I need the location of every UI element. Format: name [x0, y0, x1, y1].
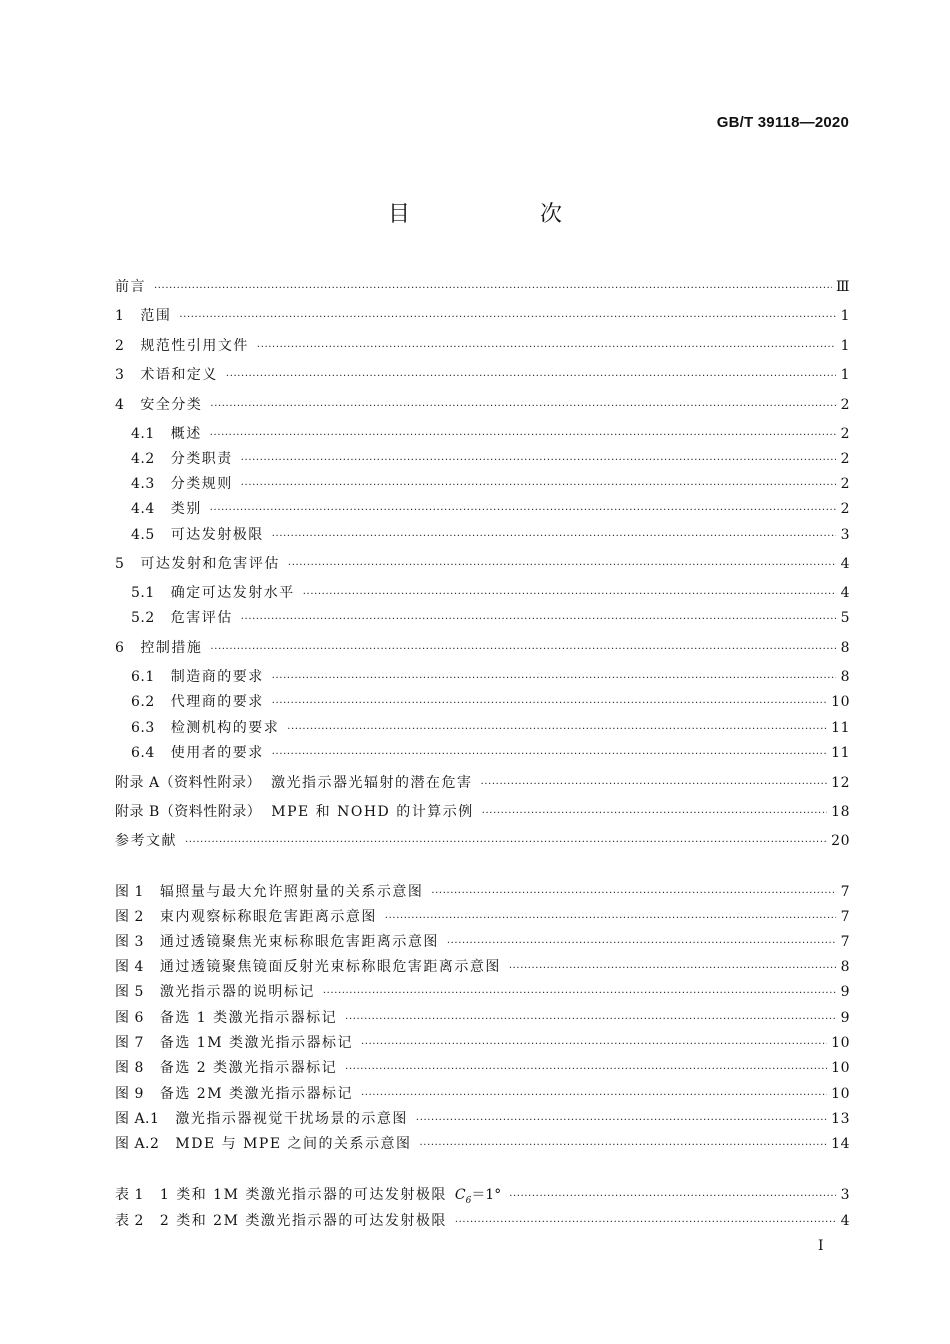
- figure-number: 图 1: [115, 884, 144, 900]
- figure-entry-8[interactable]: [115, 1059, 850, 1079]
- figure-number: 图 6: [115, 1010, 144, 1026]
- dot-leader: [345, 1009, 836, 1029]
- table-entry-1[interactable]: [115, 1186, 850, 1210]
- entry-number: 6.1: [131, 669, 155, 685]
- table-formula: [455, 1186, 501, 1210]
- figure-number: 图 8: [115, 1060, 144, 1076]
- figure-page: 7: [840, 909, 850, 925]
- table-title: 1 类和 1M 类激光指示器的可达发射极限: [159, 1187, 447, 1203]
- entry-title: 危害评估: [170, 610, 233, 626]
- figure-entry-a2[interactable]: [115, 1135, 850, 1155]
- figure-entry-2[interactable]: [115, 908, 850, 928]
- entry-page: 20: [831, 833, 850, 849]
- toc-entry-3[interactable]: [115, 366, 850, 386]
- toc-entry-4-1[interactable]: [131, 425, 850, 445]
- dot-leader: [288, 555, 836, 575]
- figure-entry-4[interactable]: [115, 958, 850, 978]
- figure-number: 图 A.2: [115, 1136, 160, 1152]
- dot-leader: [226, 366, 836, 386]
- toc-entry-4[interactable]: [115, 396, 850, 416]
- toc-entry-4-2[interactable]: [131, 450, 850, 470]
- figure-page: 10: [831, 1086, 850, 1102]
- figure-entry-9[interactable]: [115, 1085, 850, 1105]
- toc-entry-5-2[interactable]: [131, 609, 850, 629]
- dot-leader: [345, 1059, 827, 1079]
- toc-entry-preface[interactable]: [115, 278, 850, 298]
- entry-title: 可达发射和危害评估: [140, 556, 280, 572]
- toc-entry-5[interactable]: [115, 555, 850, 575]
- entry-page: 2: [840, 397, 850, 413]
- dot-leader: [416, 1110, 827, 1130]
- entry-page: 18: [831, 804, 850, 820]
- dot-leader: [210, 500, 836, 520]
- entry-number: 6.4: [131, 745, 155, 761]
- entry-number: 附录 A（资料性附录）: [115, 775, 262, 791]
- figure-page: 7: [840, 934, 850, 950]
- dot-leader: [509, 958, 836, 978]
- entry-page: 2: [840, 426, 850, 442]
- dot-leader: [447, 933, 836, 953]
- dot-leader: [185, 832, 827, 852]
- dot-leader: [272, 693, 827, 713]
- formula-symbol: C: [454, 1187, 466, 1203]
- figure-page: 13: [831, 1111, 850, 1127]
- entry-page: 5: [840, 610, 850, 626]
- dot-leader: [455, 1212, 836, 1232]
- figure-title: 备选 2 类激光指示器标记: [159, 1060, 338, 1076]
- figure-page: 10: [831, 1060, 850, 1076]
- dot-leader: [482, 803, 827, 823]
- figure-title: 束内观察标称眼危害距离示意图: [159, 909, 377, 925]
- figure-number: 图 5: [115, 984, 144, 1000]
- dot-leader: [154, 278, 832, 298]
- formula-value: ＝1°: [471, 1187, 502, 1203]
- entry-page: 4: [840, 585, 850, 601]
- entry-title: 规范性引用文件: [140, 338, 249, 354]
- entry-title: 范围: [140, 308, 172, 324]
- figure-title: 备选 1 类激光指示器标记: [159, 1010, 338, 1026]
- entry-number: 5.2: [131, 610, 155, 626]
- entry-number: 4.1: [131, 426, 155, 442]
- figure-entry-1[interactable]: [115, 883, 850, 903]
- dot-leader: [210, 639, 836, 659]
- figure-title: 激光指示器视觉干扰场景的示意图: [175, 1111, 408, 1127]
- figure-title: 激光指示器的说明标记: [159, 984, 315, 1000]
- dot-leader: [241, 475, 836, 495]
- entry-number: 4.3: [131, 476, 155, 492]
- dot-leader: [210, 396, 836, 416]
- figure-entry-3[interactable]: [115, 933, 850, 953]
- entry-title: 制造商的要求: [170, 669, 264, 685]
- entry-page: 10: [831, 694, 850, 710]
- entry-title: MPE 和 NOHD 的计算示例: [271, 804, 474, 820]
- dot-leader: [361, 1034, 827, 1054]
- entry-page: 2: [840, 476, 850, 492]
- entry-title: 使用者的要求: [170, 745, 264, 761]
- toc-entry-4-5[interactable]: [131, 526, 850, 546]
- entry-number: 2: [115, 338, 125, 354]
- toc-entry-6[interactable]: [115, 639, 850, 659]
- dot-leader: [481, 774, 828, 794]
- dot-leader: [385, 908, 836, 928]
- entry-number: 4: [115, 397, 125, 413]
- entry-title: 术语和定义: [140, 367, 218, 383]
- toc-entry-5-1[interactable]: [131, 584, 850, 604]
- figure-title: 备选 2M 类激光指示器标记: [159, 1086, 354, 1102]
- figure-page: 7: [840, 884, 850, 900]
- entry-page: 3: [840, 527, 850, 543]
- entry-title: 可达发射极限: [170, 527, 264, 543]
- dot-leader: [272, 668, 836, 688]
- entry-number: 3: [115, 367, 125, 383]
- entry-page: Ⅲ: [835, 279, 850, 295]
- entry-title: 分类规则: [170, 476, 233, 492]
- figure-page: 14: [831, 1136, 850, 1152]
- entry-number: 6.3: [131, 720, 155, 736]
- figure-title: 辐照量与最大允许照射量的关系示意图: [159, 884, 424, 900]
- dot-leader: [210, 425, 836, 445]
- dot-leader: [241, 609, 836, 629]
- entry-title: 检测机构的要求: [170, 720, 280, 736]
- entry-title: 概述: [170, 426, 202, 442]
- entry-page: 1: [840, 338, 850, 354]
- dot-leader: [272, 744, 827, 764]
- figure-title: 通过透镜聚焦光束标称眼危害距离示意图: [159, 934, 439, 950]
- entry-title: 控制措施: [140, 640, 203, 656]
- formula-subscript: 6: [465, 1195, 472, 1206]
- figure-number: 图 9: [115, 1086, 144, 1102]
- entry-title: 前言: [115, 279, 146, 295]
- entry-title: 代理商的要求: [170, 694, 264, 710]
- table-page: 4: [840, 1213, 850, 1229]
- entry-number: 6.2: [131, 694, 155, 710]
- toc-entry-bibliography[interactable]: [115, 832, 850, 852]
- entry-page: 1: [840, 367, 850, 383]
- toc-entry-annex-b[interactable]: [115, 803, 850, 823]
- table-number: 表 2: [115, 1213, 144, 1229]
- entry-number: 5: [115, 556, 125, 572]
- figure-page: 10: [831, 1035, 850, 1051]
- figure-number: 图 7: [115, 1035, 144, 1051]
- footer-page-number: I: [818, 1238, 824, 1254]
- figure-title: 通过透镜聚焦镜面反射光束标称眼危害距离示意图: [159, 959, 501, 975]
- toc-entry-2[interactable]: [115, 337, 850, 357]
- figure-number: 图 A.1: [115, 1111, 160, 1127]
- entry-number: 5.1: [131, 585, 155, 601]
- entry-page: 12: [831, 775, 850, 791]
- dot-leader: [420, 1135, 828, 1155]
- toc-entry-4-3[interactable]: [131, 475, 850, 495]
- figure-number: 图 3: [115, 934, 144, 950]
- figure-entry-a1[interactable]: [115, 1110, 850, 1130]
- figure-entry-5[interactable]: [115, 983, 850, 1003]
- figure-entry-7[interactable]: [115, 1034, 850, 1054]
- figure-page: 8: [840, 959, 850, 975]
- dot-leader: [303, 584, 836, 604]
- entry-number: 4.2: [131, 451, 155, 467]
- entry-page: 11: [831, 745, 850, 761]
- entry-page: 8: [840, 669, 850, 685]
- toc-entry-4-4[interactable]: [131, 500, 850, 520]
- dot-leader: [509, 1186, 836, 1206]
- entry-page: 8: [840, 640, 850, 656]
- entry-title: 激光指示器光辐射的潜在危害: [271, 775, 473, 791]
- entry-title: 类别: [170, 501, 202, 517]
- entry-number: 4.5: [131, 527, 155, 543]
- figure-page: 9: [840, 984, 850, 1000]
- entry-page: 11: [831, 720, 850, 736]
- toc-entry-6-1[interactable]: [131, 668, 850, 688]
- dot-leader: [179, 307, 836, 327]
- toc-entry-6-3[interactable]: [131, 719, 850, 739]
- dot-leader: [287, 719, 827, 739]
- table-title: 2 类和 2M 类激光指示器的可达发射极限: [159, 1213, 447, 1229]
- toc-entry-6-2[interactable]: [131, 693, 850, 713]
- toc-entry-annex-a[interactable]: [115, 774, 850, 794]
- dot-leader: [361, 1085, 827, 1105]
- toc-entry-1[interactable]: [115, 307, 850, 327]
- toc-title: 目 次: [387, 202, 616, 227]
- table-page: 3: [840, 1187, 850, 1203]
- figure-title: MDE 与 MPE 之间的关系示意图: [175, 1136, 412, 1152]
- figure-number: 图 4: [115, 959, 144, 975]
- standard-number: GB/T 39118—2020: [716, 114, 849, 131]
- entry-title: 安全分类: [140, 397, 203, 413]
- entry-page: 4: [840, 556, 850, 572]
- entry-title: 参考文献: [115, 833, 177, 849]
- dot-leader: [272, 526, 836, 546]
- dot-leader: [257, 337, 836, 357]
- dot-leader: [241, 450, 836, 470]
- dot-leader: [431, 883, 836, 903]
- figure-number: 图 2: [115, 909, 144, 925]
- dot-leader: [323, 983, 836, 1003]
- entry-number: 4.4: [131, 501, 155, 517]
- entry-page: 2: [840, 501, 850, 517]
- table-entry-2[interactable]: [115, 1212, 850, 1232]
- entry-page: 2: [840, 451, 850, 467]
- entry-title: 确定可达发射水平: [170, 585, 295, 601]
- figure-title: 备选 1M 类激光指示器标记: [159, 1035, 354, 1051]
- entry-title: 分类职责: [170, 451, 233, 467]
- entry-page: 1: [840, 308, 850, 324]
- entry-number: 6: [115, 640, 125, 656]
- entry-number: 1: [115, 308, 125, 324]
- figure-page: 9: [840, 1010, 850, 1026]
- toc-entry-6-4[interactable]: [131, 744, 850, 764]
- figure-entry-6[interactable]: [115, 1009, 850, 1029]
- table-number: 表 1: [115, 1187, 144, 1203]
- entry-number: 附录 B（资料性附录）: [115, 804, 262, 820]
